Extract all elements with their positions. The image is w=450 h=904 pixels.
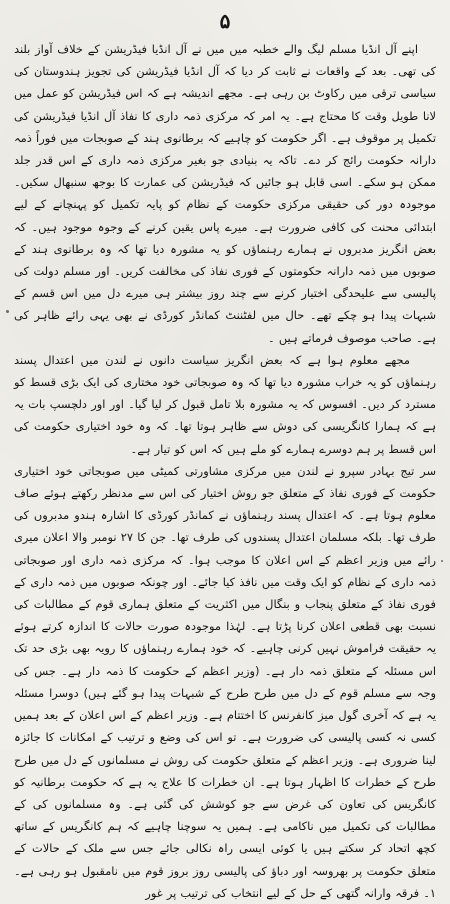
paragraph-3: سر تیج بہادر سپرو نے لندن میں مرکزی مشاورتی کمیٹی میں صوبجاتی خود اختیاری حکومت کے فوری نفاذ کے متعلق جو روش اختیار کی اس سے مدنظر رکھتے ہوئے صاف معلوم ہوتا ہے۔ کہ اعتدال پسند رہنماؤں نے کمانڈر کورڈی کا اشارہ ہندو مدبروں کی طرف تھا۔ بلکہ مسلمان اعتدال پسندوں کی طرف تھا۔ جن کا ۲۷ نومبر والا اعلان میری رائے میں وزیر اعظم کے اس اعلان کا موجب ہوا۔ کہ مرکزی ذمہ داری اور صوبجاتی ذمہ داری کے نظام کو ایک وقت میں نافذ کیا جائے۔ اور چونکہ صوبوں میں ذمہ داری کے فوری نفاذ کے متعلق پنجاب و بنگال میں اکثریت کے متعلق ہماری قوم کے مطالبات کی نسبت بھی قطعی اعلان کرنا پڑتا ہے۔ لہٰذا موجودہ صورت حالات کا اندازہ کرتے ہوئے یہ حقیقت فراموش نہیں کرنی چاہیے۔ کہ خود ہمارے رہنماؤں کا رویہ بھی بڑی حد تک اس مسئلہ کے متعلق ذمہ دار ہے۔ (وزیر اعظم کے حکومت کا ذمہ دار ہے۔ جس کی وجہ سے مسلم قوم کے دل میں طرح طرح کے شبہات پیدا ہو گئے ہیں) دوسرا مسئلہ یہ ہے کہ آخری گول میز کانفرنس کا اختتام ہے۔ وزیر اعظم کے اس اعلان کے بعد ہمیں کسی نہ کسی پالیسی کی ضرورت ہے۔ تو اس کی وضع و ترتیب کے امکانات کا جائزہ لینا ضروری ہے۔ وزیر اعظم کے متعلق حکومت کی روش نے مسلمانوں کے دل میں طرح طرح کے خطرات کا اظہار ہوتا ہے۔ ان خطرات کا علاج یہ ہے کہ حکومت برطانیہ کو کانگریس کی تعاون کی غرض سے جو کوشش کی گئی ہے۔ وہ مسلمانوں کی کے مطالبات کی تکمیل میں ناکامی ہے۔ ہمیں یہ سوچنا چاہیے کہ ہم کانگریس کے ساتھ کچھ اتحاد کر سکتے ہیں یا کوئی ایسی راہ نکالی جائے جس سے ملک کے حالات کے متعلق حکومت پر بھروسہ اور دباؤ کی پالیسی روز بروز قوم میں نامقبول ہو رہی ہے۔ ۱۔ فرقہ وارانہ گتھی کے حل کے لیے انتخاب کی ترتیب پر غور (14, 463, 437, 900)
paragraph-1: اپنے آل انڈیا مسلم لیگ والے خطبہ میں میں نے آل انڈیا فیڈریشن کے خلاف آواز بلند کی تھی۔ بعد کے واقعات نے ثابت کر دیا کہ آل انڈیا فیڈریشن کی تجویز ہندوستان کی سیاسی ترقی میں رکاوٹ بن رہی ہے۔ مجھے اندیشہ ہے کہ اس فیڈریشن کو عمل میں لانا طویل وقت کا محتاج ہے۔ یہ امر کہ مرکزی ذمہ داری کا نفاذ آل انڈیا فیڈریشن کی تکمیل پر موقوف ہے۔ اگر حکومت کو چاہیے کہ برطانوی ہند کے صوبجات میں فوراً ذمہ دارانہ حکومت رائج کر دے۔ تاکہ یہ بنیادی جو بغیر مرکزی ذمہ داری کے اس قدر جلد ممکن ہو سکے۔ اسی قابل ہو جائیں کہ فیڈریشن کی عمارت کا بوجھ سنبھال سکیں۔ موجودہ دور کی حقیقی مرکزی حکومت کے نظام کو پایہ تکمیل کو پہنچانے کے لیے ابتدائی محنت کی کافی ضرورت ہے۔ میرے پاس یقین کرنے کے وجوہ موجود ہیں۔ کہ بعض انگریز مدبروں نے ہمارے رہنماؤں کو یہ مشورہ دیا تھا کہ وہ برطانوی ہند کے صوبوں میں ذمہ دارانہ حکومتوں کے فوری نفاذ کی مخالفت کریں۔ اور مسلم دولت کی پالیسی سے علیحدگی اختیار کرنے سے چند روز بیشتر ہی میرے دل میں اس قسم کے شبہات پیدا ہو چکے تھے۔ حال میں لفٹننٹ کمانڈر کورڈی نے بھی یہی رائے ظاہر کی ہے۔ صاحب موصوف فرماتے ہیں ۔ (14, 42, 436, 345)
page-body (14, 38, 436, 904)
page-number: ۵ (219, 9, 231, 33)
ink-speck (441, 560, 443, 562)
paragraph-2: مجھے معلوم ہوا ہے کہ بعض انگریز سیاست دانوں نے لندن میں اعتدال پسند رہنماؤں کو یہ خراب مشورہ دیا تھا کہ وہ صوبجاتی خود مختاری کی ایک بڑی قسط کو مسترد کر دیں۔ افسوس کہ یہ مشورہ بلا تامل قبول کر لیا گیا۔ اور اور دلچسپ بات یہ ہے کہ ہمارا کانگریسی کی دوش سے ظاہر ہوتا تھا۔ کہ وہ خود اختیاری حکومت کی اس قسط پر ہم دوسرے ہمارے کو ملے ہیں کہ اس کو تیار ہے۔ (14, 352, 436, 456)
ink-speck (6, 310, 9, 313)
